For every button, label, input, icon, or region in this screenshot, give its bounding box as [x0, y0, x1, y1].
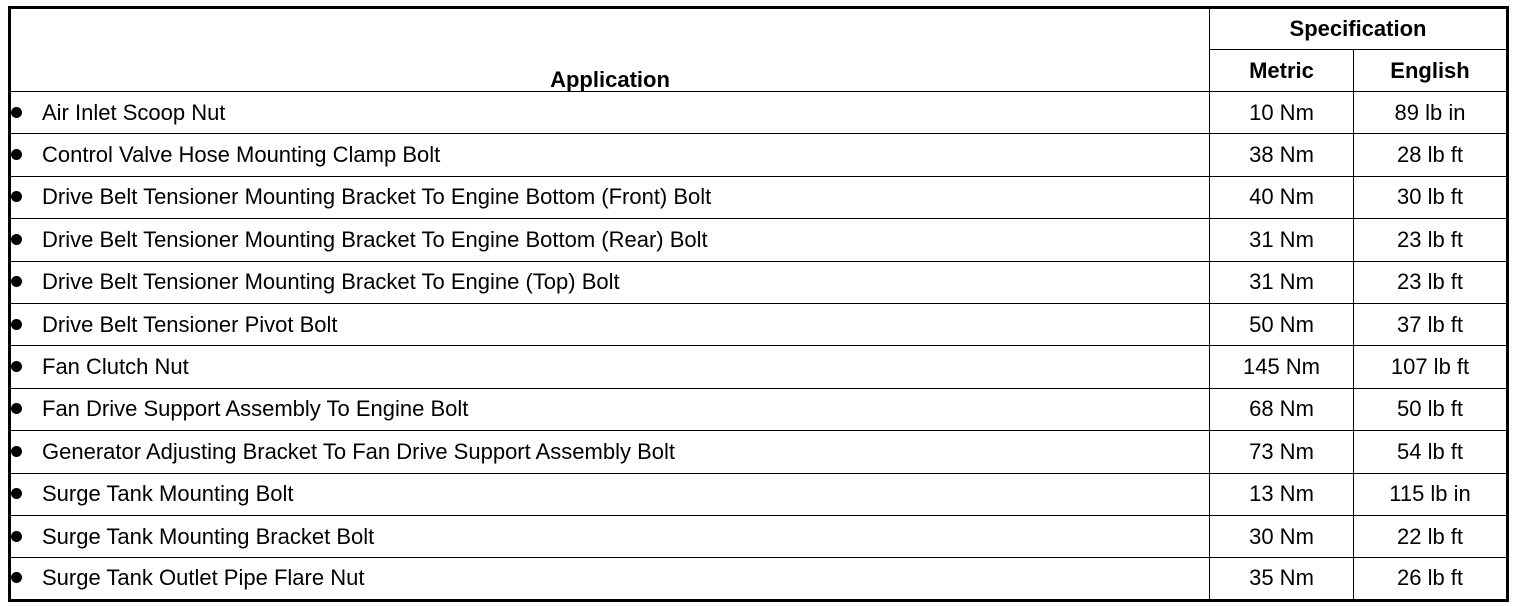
english-cell: 26 lb ft: [1354, 558, 1508, 600]
english-cell: 28 lb ft: [1354, 134, 1508, 176]
english-cell: 115 lb in: [1354, 473, 1508, 515]
metric-cell: 40 Nm: [1210, 176, 1354, 218]
english-cell: 22 lb ft: [1354, 515, 1508, 557]
metric-cell: 31 Nm: [1210, 261, 1354, 303]
bullet-icon: [11, 234, 22, 245]
table-row: [10, 219, 1508, 261]
torque-spec-table: [8, 6, 1509, 602]
application-text: Drive Belt Tensioner Mounting Bracket To Engine Bottom (Rear) Bolt: [42, 226, 708, 252]
bullet-icon: [11, 446, 22, 457]
application-text: Air Inlet Scoop Nut: [42, 99, 226, 125]
column-header-metric: Metric: [1210, 50, 1354, 92]
column-header-application: Application: [10, 8, 1210, 92]
bullet-icon: [11, 572, 22, 583]
application-cell: [10, 176, 1210, 218]
application-cell: [10, 388, 1210, 430]
metric-cell: 10 Nm: [1210, 92, 1354, 134]
metric-cell: 73 Nm: [1210, 431, 1354, 473]
application-cell: [10, 346, 1210, 388]
metric-cell: 13 Nm: [1210, 473, 1354, 515]
english-cell: 37 lb ft: [1354, 303, 1508, 345]
table-row: [10, 92, 1508, 134]
application-text: Control Valve Hose Mounting Clamp Bolt: [42, 142, 441, 168]
application-cell: [10, 515, 1210, 557]
table-row: [10, 176, 1508, 218]
table-row: [10, 473, 1508, 515]
application-cell: [10, 303, 1210, 345]
metric-cell: 145 Nm: [1210, 346, 1354, 388]
application-cell: [10, 473, 1210, 515]
application-cell: [10, 261, 1210, 303]
application-cell: [10, 134, 1210, 176]
english-cell: 89 lb in: [1354, 92, 1508, 134]
bullet-icon: [11, 319, 22, 330]
application-text: Drive Belt Tensioner Pivot Bolt: [42, 311, 338, 337]
bullet-icon: [11, 403, 22, 414]
application-cell: [10, 431, 1210, 473]
bullet-icon: [11, 531, 22, 542]
english-cell: 50 lb ft: [1354, 388, 1508, 430]
bullet-icon: [11, 107, 22, 118]
table-row: [10, 558, 1508, 600]
application-text: Surge Tank Mounting Bolt: [42, 481, 294, 507]
application-cell: [10, 92, 1210, 134]
bullet-icon: [11, 191, 22, 202]
table-row: [10, 261, 1508, 303]
application-text: Fan Drive Support Assembly To Engine Bolt: [42, 396, 469, 422]
application-text: Surge Tank Mounting Bracket Bolt: [42, 523, 375, 549]
application-cell: [10, 558, 1210, 600]
column-header-specification: Specification: [1210, 8, 1508, 50]
metric-cell: 31 Nm: [1210, 219, 1354, 261]
english-cell: 23 lb ft: [1354, 261, 1508, 303]
bullet-icon: [11, 276, 22, 287]
english-cell: 107 lb ft: [1354, 346, 1508, 388]
table-row: [10, 515, 1508, 557]
metric-cell: 38 Nm: [1210, 134, 1354, 176]
table-row: [10, 388, 1508, 430]
table-row: [10, 346, 1508, 388]
application-text: Drive Belt Tensioner Mounting Bracket To Engine Bottom (Front) Bolt: [42, 184, 712, 210]
metric-cell: 30 Nm: [1210, 515, 1354, 557]
table-row: [10, 134, 1508, 176]
metric-cell: 50 Nm: [1210, 303, 1354, 345]
table-row: [10, 431, 1508, 473]
english-cell: 30 lb ft: [1354, 176, 1508, 218]
column-header-english: English: [1354, 50, 1508, 92]
table-row: [10, 303, 1508, 345]
metric-cell: 35 Nm: [1210, 558, 1354, 600]
application-text: Surge Tank Outlet Pipe Flare Nut: [42, 565, 365, 591]
application-cell: [10, 219, 1210, 261]
english-cell: 54 lb ft: [1354, 431, 1508, 473]
application-text: Generator Adjusting Bracket To Fan Drive Support Assembly Bolt: [42, 438, 676, 464]
metric-cell: 68 Nm: [1210, 388, 1354, 430]
english-cell: 23 lb ft: [1354, 219, 1508, 261]
application-text: Fan Clutch Nut: [42, 354, 189, 380]
bullet-icon: [11, 149, 22, 160]
application-text: Drive Belt Tensioner Mounting Bracket To Engine (Top) Bolt: [42, 269, 620, 295]
bullet-icon: [11, 488, 22, 499]
bullet-icon: [11, 361, 22, 372]
